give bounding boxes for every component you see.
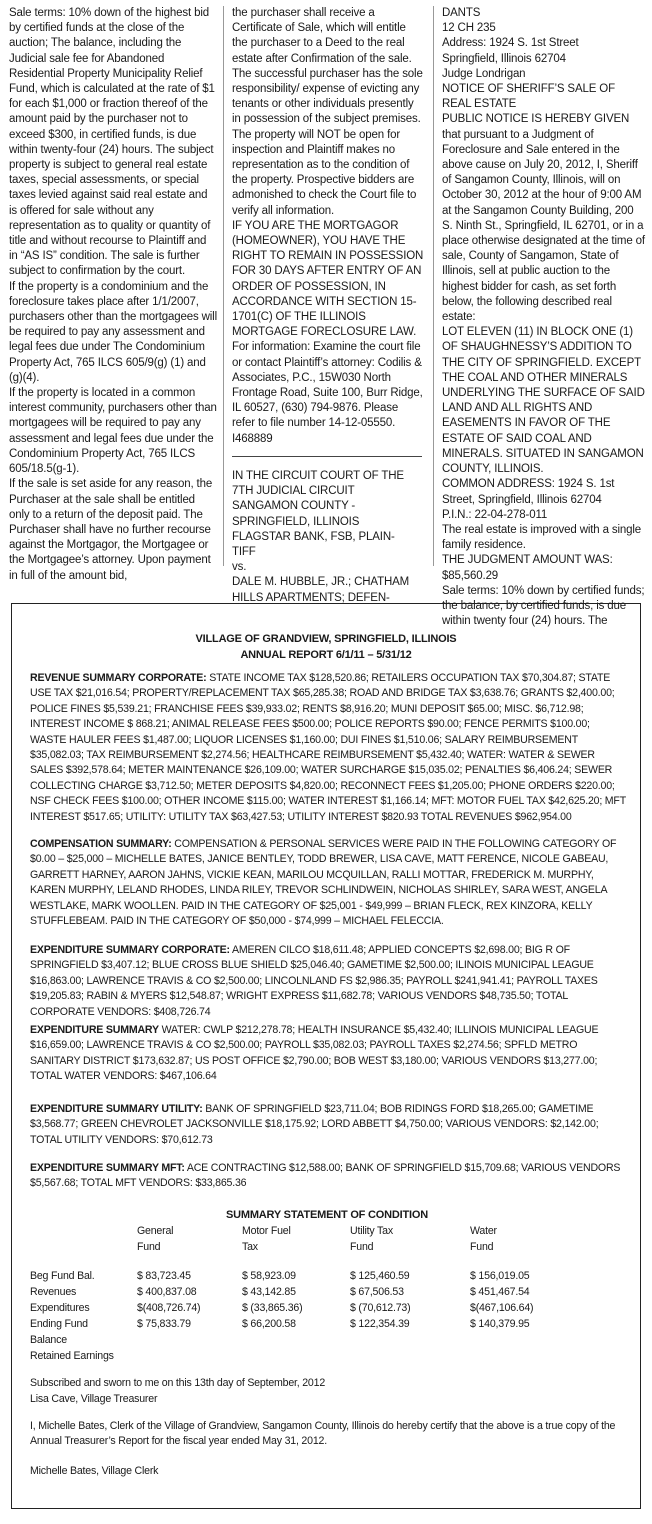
table-cell: $ 122,354.39 [350,1318,410,1330]
row-label: Expenditures [30,1302,90,1314]
attorney-info-paragraph: For information: Examine the court file or contact Plaintiff’s attorney: Codilis & Associates, P.C., 15W030 North Frontage Road, Suite 100, Burr Ridge, IL 60527, (630) 794-9876. Please refer to file number 14-12-05550. [232,341,423,430]
expenditure-utility [30,1102,626,1148]
col-header-general: General [137,1225,174,1237]
set-aside-paragraph: If the sale is set aside for any reason, the Purchaser at the sale shall be entitled only to a return of the deposit paid. The Purchaser shall have no further recourse against the Mortgagor, the Mortgagee or the Mortgagee’s attorney. Upon payment in full of the amount bid, [9,478,213,582]
col-header-utility-tax: Utility Tax [350,1225,393,1237]
expenditure-utility-heading: EXPENDITURE SUMMARY UTILITY: [30,1103,203,1115]
court-caption: IN THE CIRCUIT COURT OF THE 7TH JUDICIAL CIRCUIT SANGAMON COUNTY - SPRINGFIELD, ILLINOIS FLAGSTAR BANK, FSB, PLAIN- TIFF vs. DALE M. HUBBLE, JR.; CHATHAM HILLS APARTMENTS; DEFEN- [232,469,410,604]
expenditure-utility-text: BANK OF SPRINGFIELD $23,711.04; BOB RIDINGS FORD $18,265.00; GAMETIME $3,568.77; GREEN CHEVROLET JACKSONVILLE $18,175.92; LORD ABBETT $4,750.00; VARIOUS VENDORS: $2,142.00; TOTAL UTILITY VENDORS: $70,612.73 [30,1103,599,1146]
table-cell: $ (70,612.73) [350,1302,411,1314]
table-cell: $ 43,142.85 [242,1286,296,1298]
public-notice-paragraph: PUBLIC NOTICE IS HEREBY GIVEN that pursuant to a Judgment of Foreclosure and Sale entered in the above cause on July 20, 2012, I, Sheriff of Sangamon County, Illinois, will on October 30, 2012 at the hour of 9:00 AM at the Sangamon County Building, 200 S. Ninth St., Springfield, IL 62701, or in a place otherwise designated at the time of sale, County of Sangamon, State of Illinois, sell at public auction to the highest bidder for cash, as set forth below, the following described real estate: [442,113,645,324]
table-cell: $ 66,200.58 [242,1318,296,1330]
table-cell: $ 83,723.45 [137,1270,191,1282]
improvement-note: The real estate is improved with a single family residence. [442,523,642,552]
table-cell: $ 451,467.54 [470,1286,530,1298]
row-label: Retained Earnings [30,1350,114,1362]
table-cell: $(408,726.74) [137,1302,201,1314]
annual-report-box [11,603,641,1509]
certificate-paragraph: the purchaser shall receive a Certificate of Sale, which will entitle the purchaser to a Deed to the real estate after Confirmation of the sale. The successful purchaser has the sole responsibility/ expense of evicting any tenants or other individuals presently in possession of the subject premises. [232,7,423,126]
clerk-certification: I, Michelle Bates, Clerk of the Village of Grandview, Sangamon County, Illinois do hereby certify that the above is a true copy of the Annual Treasurer’s Report for the fiscal year ended May 31, 2012. [30,1420,616,1448]
clerk-signature: Michelle Bates, Village Clerk [30,1465,159,1477]
sale-terms-paragraph: Sale terms: 10% down by certified funds; the balance, by certified funds, is due within twenty four (24) hours. The [442,584,645,628]
col-header-water: Water [470,1225,497,1237]
compensation-summary [30,837,626,929]
sworn-statement: Subscribed and sworn to me on this 13th day of September, 2012 [30,1377,326,1389]
column-divider [433,6,434,566]
judgment-amount: THE JUDGMENT AMOUNT WAS: $85,560.29 [442,554,613,582]
notice-id: I468889 [232,432,273,445]
expenditure-water-heading: EXPENDITURE SUMMARY [30,1024,159,1036]
revenue-summary [30,671,626,825]
row-label: Beg Fund Bal. [30,1270,95,1282]
legal-column-1 [9,6,217,584]
legal-column-2 [232,6,424,606]
notice-separator [232,456,422,457]
column-divider [223,6,224,566]
expenditure-corporate-text: AMEREN CILCO $18,611.48; APPLIED CONCEPTS $2,698.00; BIG R OF SPRINGFIELD $3,407.12; BLUE CROSS BLUE SHIELD $25,046.40; GAMETIME $2,500.00; ILINOIS MUNICIPAL LEAGUE $16,863.00; LAWRENCE TRAVIS & CO $2,500.00; LINCOLNLAND FS $2,986.35; PAYROLL $241,941.41; PAYROLL TAXES $19,205.83; RABIN & MYERS $12,548.87; WRIGHT EXPRESS $11,682.78; VARIOUS VENDORS $48,735.50; TOTAL CORPORATE VENDORS: $408,726.74 [30,944,598,1018]
col-header-utility-tax-sub: Fund [350,1241,374,1253]
col-header-motor-fuel: Motor Fuel [242,1225,291,1237]
legal-column-3 [442,6,646,629]
table-cell: $(467,106.64) [470,1302,534,1314]
col-header-motor-fuel-sub: Tax [242,1241,258,1253]
expenditure-corporate [30,943,626,1020]
compensation-summary-heading: COMPENSATION SUMMARY: [30,838,172,850]
treasurer-signature: Lisa Cave, Village Treasurer [30,1393,158,1405]
col-header-general-sub: Fund [137,1241,161,1253]
sale-terms-paragraph: Sale terms: 10% down of the highest bid by certified funds at the close of the auction; The balance, including the Judicial sale fee for Abandoned Residential Property Municipality Relief Fund, which is calculated at the rate of $1 for each $1,000 or fraction thereof of the amount paid by the purchaser not to exceed $300, in certified funds, is due within twenty-four (24) hours. The subject property is subject to general real estate taxes, special assessments, or special taxes levied against said real estate and is offered for sale without any representation as to quality or quantity of title and without recourse to Plaintiff and in “AS IS” condition. The sale is further subject to confirmation by the court. [9,7,215,278]
condominium-paragraph: If the property is a condominium and the foreclosure takes place after 1/1/2007, purchasers other than the mortgagees will be required to pay any assessment and legal fees due under The Condominium Property Act, 765 ILCS 605/9(g) (1) and (g)(4). [9,280,217,384]
legal-description: LOT ELEVEN (11) IN BLOCK ONE (1) OF SHAUGHNESSY’S ADDITION TO THE CITY OF SPRINGFIELD. EXCEPT THE COAL AND OTHER MINERALS UNDERLYING THE SURFACE OF SAID LAND AND ALL RIGHTS AND EASEMENTS IN FAVOR OF THE ESTATE OF SAID COAL AND MINERALS. SITUATED IN SANGAMON COUNTY, ILLINOIS. [442,326,645,476]
table-cell: $ 125,460.59 [350,1270,410,1282]
expenditure-mft-heading: EXPENDITURE SUMMARY MFT: [30,1162,185,1174]
report-title: VILLAGE OF GRANDVIEW, SPRINGFIELD, ILLINOIS [195,633,457,645]
col-header-water-sub: Fund [470,1241,494,1253]
row-label: Balance [30,1334,67,1346]
expenditure-mft-text: ACE CONTRACTING $12,588.00; BANK OF SPRINGFIELD $15,709.68; VARIOUS VENDORS $5,567.68; TOTAL MFT VENDORS: $33,865.36 [30,1162,621,1190]
table-cell: $ (33,865.36) [242,1302,303,1314]
expenditure-corporate-heading: EXPENDITURE SUMMARY CORPORATE: [30,944,230,956]
report-period: ANNUAL REPORT 6/1/11 – 5/31/12 [240,649,412,661]
revenue-summary-heading: REVENUE SUMMARY CORPORATE: [30,672,207,684]
table-cell: $ 67,506.53 [350,1286,404,1298]
revenue-summary-text: STATE INCOME TAX $128,520.86; RETAILERS OCCUPATION TAX $70,304.87; STATE USE TAX $21,016.54; PROPERTY/REPLACEMENT TAX $65,285.38; ROAD AND BRIDGE TAX $3,638.76; GRANTS $2,400.00; POLICE FINES $5,539.21; FRANCHISE FEES $39,933.02; RENTS $8,916.20; MUNI DEPOSIT $65.00; MISC. $6,712.98; INTEREST INCOME $ 868.21; ANIMAL RELEASE FEES $500.00; POLICE REPORTS $90.00; FENCE PERMITS $100.00; WASTE HAULER FEES $1,487.00; LIQUOR LICENSES $1,160.00; DUI FINES $1,510.06; SALARY REIMBURSEMENT $35,082.03; TAX REIMBURSEMENT $2,274.56; HEALTHCARE REIMBURSEMENT $5,432.40; WATER: WATER & SEWER SALES $392,578.64; METER MAINTENANCE $26,109.00; WATER SURCHARGE $15,035.02; PENALTIES $6,406.24; SEWER COLLECTING CHARGE $3,712.50; METER DEPOSITS $4,820.00; RECONNECT FEES $1,205.00; PHONE ORDERS $220.00; NSF CHECK FEES $100.00; OTHER INCOME $115.00; WATER INTEREST $1,166.14; MFT: MOTOR FUEL TAX $42,625.20; MFT INTEREST $517.65; UTILITY: UTILITY TAX $63,427.53; UTILITY INTEREST $820.93 TOTAL REVENUES $962,954.00 [30,672,626,823]
summary-statement-title: SUMMARY STATEMENT OF CONDITION [226,1209,428,1221]
table-cell: $ 400,837.08 [137,1286,197,1298]
expenditure-water-text: WATER: CWLP $212,278.78; HEALTH INSURANCE $5,432.40; ILLINOIS MUNICIPAL LEAGUE $16,659.00; LAWRENCE TRAVIS & CO $2,500.00; PAYROLL $35,082.03; PAYROLL TAXES $2,274.56; SPFLD METRO SANITARY DISTRICT $173,632.87; US POST OFFICE $2,790.00; BOB WEST $3,180.00; VARIOUS VENDORS $13,277.00; TOTAL WATER VENDORS: $467,106.64 [30,1024,599,1083]
case-header: DANTS 12 CH 235 Address: 1924 S. 1st Street Springfield, Illinois 62704 Judge Londrigan NOTICE OF SHERIFF’S SALE OF REAL ESTATE [442,7,615,111]
expenditure-mft [30,1161,626,1192]
compensation-summary-text: COMPENSATION & PERSONAL SERVICES WERE PAID IN THE FOLLOWING CATEGORY OF $0.00 – $25,000 – MICHELLE BATES, JANICE BENTLEY, TODD BREWER, LISA CAVE, MATT FERENCE, NICOLE GABEAU, GARRETT HARNEY, AARON JAHNS, VICKIE KEAN, MARILOU MCQUILLAN, RALLI MOTTAR, FREDERICK M. MURPHY, KAREN MURPHY, LELAND RHODES, LINDA RILEY, TREVOR SCHLINDWEIN, NICHOLAS SHIRLEY, SARA WEST, ANGELA WESTLAKE, MARK WOOLLEN. PAID IN THE CATEGORY OF $25,001 - $49,999 – BRIAN FLECK, REX KINZORA, KELLY STUFFLEBEAM. PAID IN THE CATEGORY OF $50,000 - $74,999 – MICHAEL FELECCIA. [30,838,617,928]
common-address: COMMON ADDRESS: 1924 S. 1st Street, Springfield, Illinois 62704 P.I.N.: 22-04-278-011 [442,478,615,521]
table-cell: $ 156,019.05 [470,1270,530,1282]
row-label: Revenues [30,1286,77,1298]
common-interest-paragraph: If the property is located in a common interest community, purchasers other than mortgagees will be required to pay any assessment and legal fees due under the Condominium Property Act, 765 ILCS 605/18.5(g-1). [9,387,217,476]
row-label: Ending Fund [30,1318,88,1330]
table-cell: $ 75,833.79 [137,1318,191,1330]
inspection-paragraph: The property will NOT be open for inspection and Plaintiff makes no representation as to the condition of the property. Prospective bidders are admonished to check the Court file to verify all information. [232,128,417,217]
expenditure-water [30,1023,626,1085]
table-cell: $ 140,379.95 [470,1318,530,1330]
mortgagor-paragraph: IF YOU ARE THE MORTGAGOR (HOMEOWNER), YOU HAVE THE RIGHT TO REMAIN IN POSSESSION FOR 30 DAYS AFTER ENTRY OF AN ORDER OF POSSESSION, IN ACCORDANCE WITH SECTION 15-1701(C) OF THE ILLINOIS MORTGAGE FORECLOSURE LAW. [232,219,424,339]
table-cell: $ 58,923.09 [242,1270,296,1282]
